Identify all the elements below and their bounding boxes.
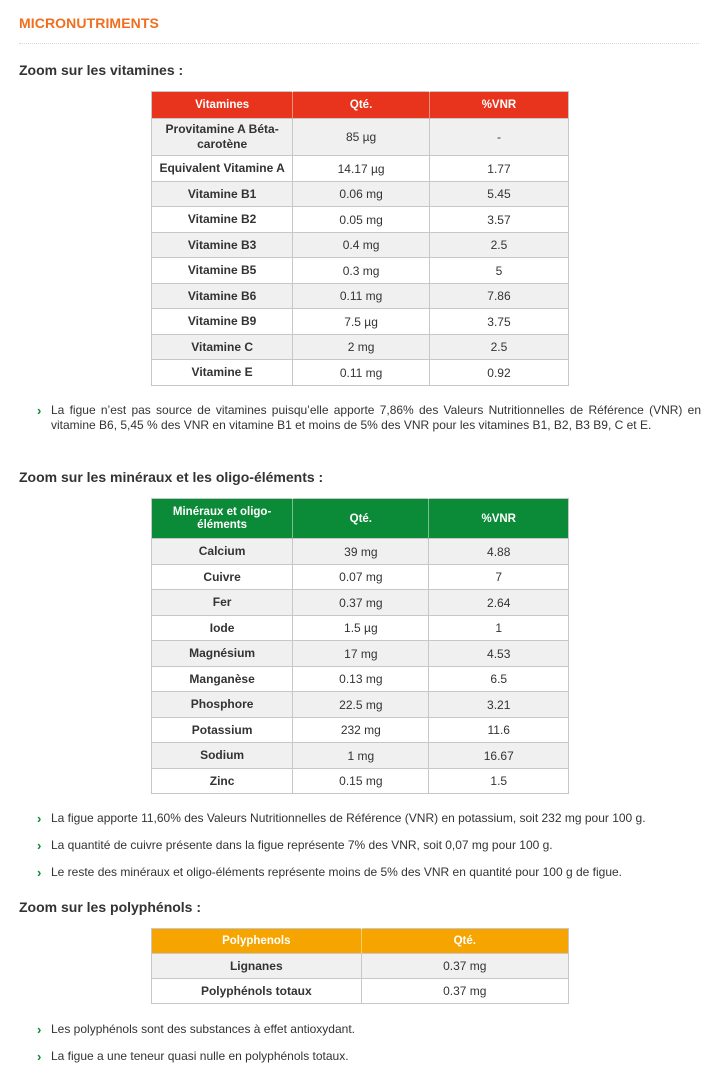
vitamins-col-name: Vitamines [152,92,293,119]
mineral-row-qty: 1.5 µg [293,616,429,641]
mineral-row-name: Manganèse [152,667,293,692]
mineral-row-qty: 17 mg [293,641,429,667]
vitamins-table [151,91,569,386]
polyphenols-note [37,1049,701,1064]
vitamin-row [152,335,569,360]
vitamin-row [152,309,569,335]
polyphenol-row-qty: 0.37 mg [361,954,568,979]
polyphenol-row-name: Polyphénols totaux [152,979,362,1004]
mineral-row-name: Sodium [152,743,293,769]
note-text: La figue n’est pas source de vitamines puisqu’elle apporte 7,86% des Valeurs Nutritionnelles de Référence (VNR) en vitamine B6, 5,45 % des VNR en vitamine B1 et moins de 5% des VNR pour les vitamines B1, B2, B3 B9, C et E. [51,403,701,432]
mineral-row-vnr: 7 [429,565,569,590]
vitamin-row-vnr: 2.5 [429,335,568,360]
polyphenols-header-row [152,929,569,954]
vitamin-row-name: Equivalent Vitamine A [152,156,293,182]
mineral-row-vnr: 1 [429,616,569,641]
vitamin-row-vnr: 7.86 [429,284,568,309]
vitamin-row-vnr: 2.5 [429,233,568,258]
mineral-row-qty: 0.13 mg [293,667,429,692]
polyphenol-row [152,979,569,1004]
vitamins-heading: Zoom sur les vitamines : [19,62,184,78]
vitamins-col-vnr: %VNR [429,92,568,119]
mineral-row-name: Magnésium [152,641,293,667]
note-text: Le reste des minéraux et oligo-éléments représente moins de 5% des VNR en quantité pour 100 g de figue. [51,865,623,879]
mineral-row-qty: 0.15 mg [293,769,429,794]
vitamins-notes [37,403,701,433]
mineral-row-qty: 22.5 mg [293,692,429,718]
mineral-row [152,565,569,590]
vitamin-row [152,156,569,182]
mineral-row-vnr: 11.6 [429,718,569,743]
mineral-row [152,667,569,692]
chevron-right-icon: › [37,403,42,418]
polyphenol-row [152,954,569,979]
vitamin-row [152,284,569,309]
mineral-row-qty: 232 mg [293,718,429,743]
vitamin-row-vnr: - [429,119,568,156]
mineral-row-vnr: 1.5 [429,769,569,794]
polyphenol-row-qty: 0.37 mg [361,979,568,1004]
polyphenols-heading: Zoom sur les polyphénols : [19,899,202,915]
vitamins-header-row [152,92,569,119]
mineral-row-vnr: 2.64 [429,590,569,616]
vitamin-row-qty: 0.06 mg [293,182,430,207]
minerals-note [37,811,701,826]
mineral-row-qty: 0.07 mg [293,565,429,590]
chevron-right-icon: › [37,811,42,826]
vitamin-row-qty: 7.5 µg [293,309,430,335]
vitamin-row-name: Vitamine B6 [152,284,293,309]
vitamin-row-name: Vitamine E [152,360,293,386]
mineral-row-name: Phosphore [152,692,293,718]
vitamin-row-vnr: 5 [429,258,568,284]
note-text: Les polyphénols sont des substances à effet antioxydant. [51,1022,355,1036]
mineral-row [152,718,569,743]
vitamins-note [37,403,701,433]
vitamin-row-qty: 0.05 mg [293,207,430,233]
vitamin-row [152,233,569,258]
chevron-right-icon: › [37,838,42,853]
vitamin-row-name: Vitamine B2 [152,207,293,233]
mineral-row [152,616,569,641]
polyphenol-row-name: Lignanes [152,954,362,979]
vitamin-row-qty: 14.17 µg [293,156,430,182]
vitamin-row-name: Provitamine A Béta-carotène [152,119,293,156]
mineral-row-vnr: 3.21 [429,692,569,718]
mineral-row-vnr: 6.5 [429,667,569,692]
mineral-row-vnr: 4.53 [429,641,569,667]
mineral-row-name: Potassium [152,718,293,743]
polyphenols-col-qty: Qté. [361,929,568,954]
vitamin-row [152,119,569,156]
minerals-notes [37,811,701,880]
vitamins-col-qty: Qté. [293,92,430,119]
polyphenols-table [151,928,569,1004]
chevron-right-icon: › [37,1049,42,1064]
mineral-row [152,539,569,565]
vitamin-row-name: Vitamine B5 [152,258,293,284]
minerals-header-row [152,499,569,539]
vitamin-row-qty: 0.4 mg [293,233,430,258]
minerals-col-vnr: %VNR [429,499,569,539]
note-text: La figue a une teneur quasi nulle en polyphénols totaux. [51,1049,349,1063]
vitamin-row-name: Vitamine B1 [152,182,293,207]
vitamin-row-vnr: 1.77 [429,156,568,182]
vitamin-row-qty: 85 µg [293,119,430,156]
vitamin-row-vnr: 3.75 [429,309,568,335]
polyphenols-notes [37,1022,701,1064]
mineral-row-name: Fer [152,590,293,616]
mineral-row-qty: 1 mg [293,743,429,769]
note-text: La quantité de cuivre présente dans la figue représente 7% des VNR, soit 0,07 mg pour 100 g. [51,838,553,852]
vitamin-row-name: Vitamine B3 [152,233,293,258]
mineral-row-qty: 39 mg [293,539,429,565]
vitamin-row-name: Vitamine C [152,335,293,360]
mineral-row [152,692,569,718]
mineral-row [152,743,569,769]
vitamin-row-qty: 2 mg [293,335,430,360]
vitamin-row-qty: 0.11 mg [293,360,430,386]
polyphenols-col-name: Polyphenols [152,929,362,954]
mineral-row-qty: 0.37 mg [293,590,429,616]
minerals-col-name: Minéraux et oligo-éléments [152,499,293,539]
vitamin-row [152,207,569,233]
polyphenols-note [37,1022,701,1037]
minerals-table [151,498,569,794]
minerals-col-qty: Qté. [293,499,429,539]
vitamin-row-vnr: 0.92 [429,360,568,386]
mineral-row-vnr: 16.67 [429,743,569,769]
chevron-right-icon: › [37,865,42,880]
vitamin-row-qty: 0.11 mg [293,284,430,309]
chevron-right-icon: › [37,1022,42,1037]
mineral-row-name: Cuivre [152,565,293,590]
mineral-row [152,590,569,616]
vitamin-row-name: Vitamine B9 [152,309,293,335]
page-title: MICRONUTRIMENTS [19,15,699,44]
note-text: La figue apporte 11,60% des Valeurs Nutritionnelles de Référence (VNR) en potassium, soit 232 mg pour 100 g. [51,811,646,825]
vitamin-row-vnr: 5.45 [429,182,568,207]
minerals-heading: Zoom sur les minéraux et les oligo-éléments : [19,469,324,485]
vitamin-row [152,360,569,386]
vitamin-row-qty: 0.3 mg [293,258,430,284]
mineral-row [152,641,569,667]
vitamin-row [152,182,569,207]
mineral-row [152,769,569,794]
mineral-row-name: Zinc [152,769,293,794]
minerals-note [37,865,701,880]
vitamin-row [152,258,569,284]
minerals-note [37,838,701,853]
mineral-row-name: Calcium [152,539,293,565]
mineral-row-vnr: 4.88 [429,539,569,565]
mineral-row-name: Iode [152,616,293,641]
vitamin-row-vnr: 3.57 [429,207,568,233]
